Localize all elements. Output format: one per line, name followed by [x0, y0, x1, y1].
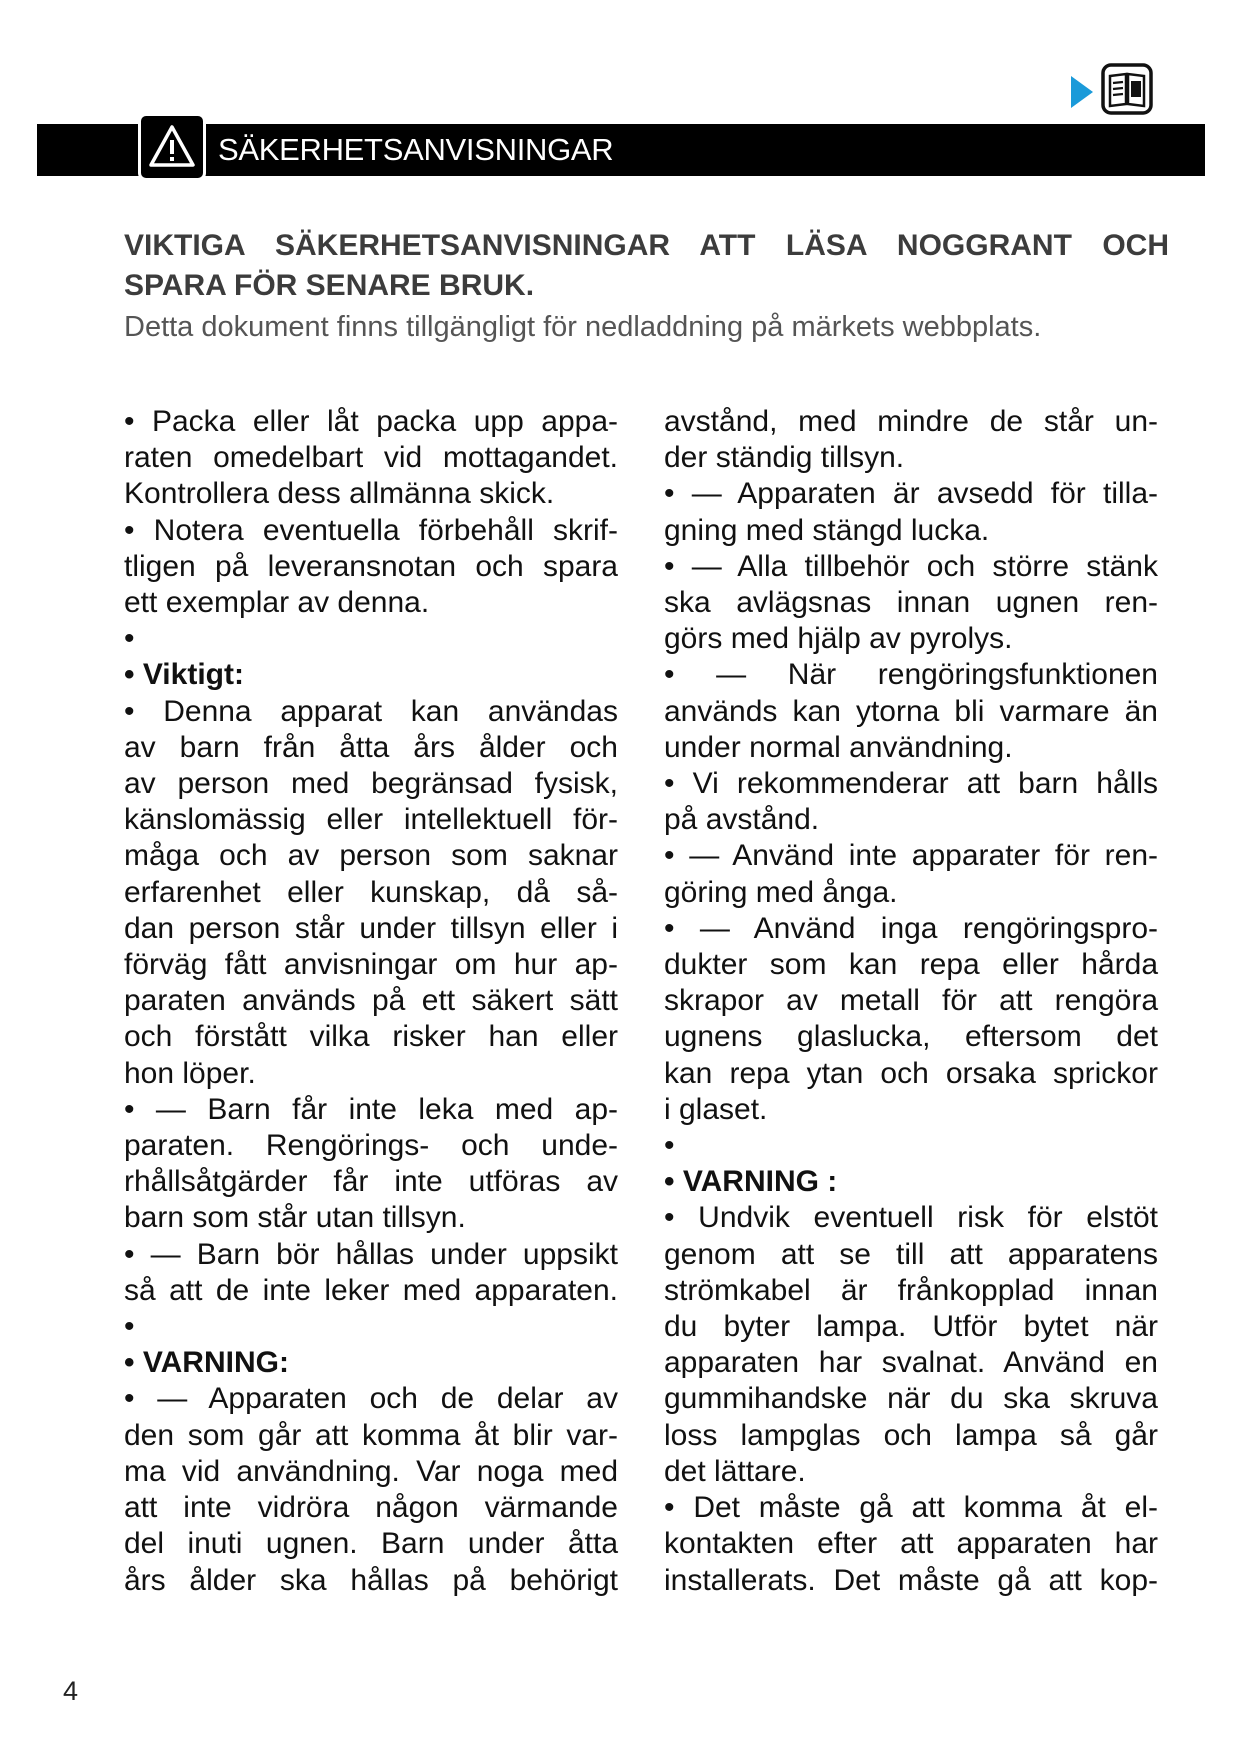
text-line: • — Använd inte apparater för ren-: [664, 839, 1158, 873]
text-line: och förstått vilka risker han eller: [124, 1020, 618, 1054]
intro-heading-line-2: SPARA FÖR SENARE BRUK.: [124, 269, 535, 302]
text-line: ett exemplar av denna.: [124, 586, 430, 620]
text-line: • — När rengöringsfunktionen: [664, 658, 1158, 692]
text-line: • VARNING:: [124, 1346, 289, 1380]
text-line: att inte vidröra någon värmande: [124, 1491, 618, 1525]
text-line: kan repa ytan och orsaka sprickor: [664, 1056, 1158, 1090]
text-line: paraten används på ett säkert sätt: [124, 984, 618, 1018]
text-line: genom att se till att apparatens: [664, 1237, 1158, 1271]
intro-subtitle: Detta dokument finns tillgängligt för nedladdning på märkets webbplats.: [124, 311, 1042, 343]
text-line: den som går att komma åt blir var-: [124, 1418, 618, 1452]
intro-heading: [124, 226, 1169, 306]
text-line: dukter som kan repa eller hårda: [664, 948, 1158, 982]
text-line: du byter lampa. Utför bytet när: [664, 1310, 1158, 1344]
text-line: förväg fått anvisningar om hur ap-: [124, 948, 618, 982]
text-line: så att de inte leker med apparaten.: [124, 1273, 618, 1307]
text-line: barn som står utan tillsyn.: [124, 1201, 466, 1235]
text-line: • Notera eventuella förbehåll skrif-: [124, 513, 618, 547]
text-line: göring med ånga.: [664, 875, 898, 909]
page-number: 4: [63, 1676, 79, 1706]
text-line: raten omedelbart vid mottagandet.: [124, 441, 618, 475]
text-line: del inuti ugnen. Barn under åtta: [124, 1527, 618, 1561]
text-line: • Undvik eventuell risk för elstöt: [664, 1201, 1158, 1235]
text-line: används kan ytorna bli varmare än: [664, 694, 1158, 728]
text-line: der ständig tillsyn.: [664, 441, 905, 475]
text-line: • — Apparaten och de delar av: [124, 1382, 618, 1416]
text-line: • — Alla tillbehör och större stänk: [664, 549, 1158, 583]
text-line: • — Barn bör hållas under uppsikt: [124, 1237, 618, 1271]
text-line: • Denna apparat kan användas: [124, 694, 618, 728]
text-line: dan person står under tillsyn eller i: [124, 911, 618, 945]
text-line: av person med begränsad fysisk,: [124, 767, 618, 801]
text-line: • — Använd inga rengöringspro-: [664, 911, 1158, 945]
section-title: SÄKERHETSANVISNINGAR: [218, 132, 614, 167]
text-line: hon löper.: [124, 1056, 256, 1090]
text-line: erfarenhet eller kunskap, då så-: [124, 875, 618, 909]
text-line: • — Barn får inte leka med ap-: [124, 1092, 618, 1126]
text-line: i glaset.: [664, 1092, 768, 1126]
manual-book-icon: [1100, 62, 1154, 116]
play-arrow-icon: [1071, 76, 1093, 108]
text-line: gning med stängd lucka.: [664, 513, 990, 547]
text-line: •: [124, 1310, 135, 1344]
text-line: • Viktigt:: [124, 658, 244, 692]
text-line: apparaten har svalnat. Använd en: [664, 1346, 1158, 1380]
text-line: • Vi rekommenderar att barn hålls: [664, 767, 1158, 801]
warning-triangle-icon: [147, 122, 197, 172]
text-line: görs med hjälp av pyrolys.: [664, 622, 1013, 656]
right-text-column: [664, 404, 1158, 1599]
warning-icon-box: [138, 113, 206, 181]
text-line: det lättare.: [664, 1454, 806, 1488]
text-line: skrapor av metall för att rengöra: [664, 984, 1158, 1018]
text-line: rhållsåtgärder får inte utföras av: [124, 1165, 618, 1199]
text-line: • Det måste gå att komma åt el-: [664, 1491, 1158, 1525]
text-line: under normal användning.: [664, 730, 1013, 764]
text-line: •: [664, 1129, 675, 1163]
text-line: • VARNING :: [664, 1165, 838, 1199]
text-line: paraten. Rengörings- och unde-: [124, 1129, 618, 1163]
text-line: måga och av person som saknar: [124, 839, 618, 873]
left-text-column: [124, 404, 618, 1599]
text-line: års ålder ska hållas på behörigt: [124, 1563, 618, 1597]
text-line: installerats. Det måste gå att kop-: [664, 1563, 1158, 1597]
text-line: loss lampglas och lampa så går: [664, 1418, 1158, 1452]
text-line: känslomässig eller intellektuell för-: [124, 803, 618, 837]
text-line: ma vid användning. Var noga med: [124, 1454, 618, 1488]
section-header-bar: [37, 124, 1205, 176]
text-line: • Packa eller låt packa upp appa-: [124, 405, 618, 438]
text-line: ugnens glaslucka, eftersom det: [664, 1020, 1158, 1054]
text-line: tligen på leveransnotan och spara: [124, 549, 618, 583]
text-line: •: [124, 622, 135, 656]
text-line: strömkabel är frånkopplad innan: [664, 1273, 1158, 1307]
text-line: ska avlägsnas innan ugnen ren-: [664, 586, 1158, 620]
text-line: på avstånd.: [664, 803, 820, 837]
text-line: Kontrollera dess allmänna skick.: [124, 477, 555, 511]
text-line: avstånd, med mindre de står un-: [664, 405, 1158, 438]
text-line: av barn från åtta års ålder och: [124, 730, 618, 764]
text-line: gummihandske när du ska skruva: [664, 1382, 1158, 1416]
text-line: kontakten efter att apparaten har: [664, 1527, 1158, 1561]
intro-heading-line-1: VIKTIGA SÄKERHETSANVISNINGAR ATT LÄSA NOGGRANT OCH: [124, 229, 1169, 262]
text-line: • — Apparaten är avsedd för tilla-: [664, 477, 1158, 511]
